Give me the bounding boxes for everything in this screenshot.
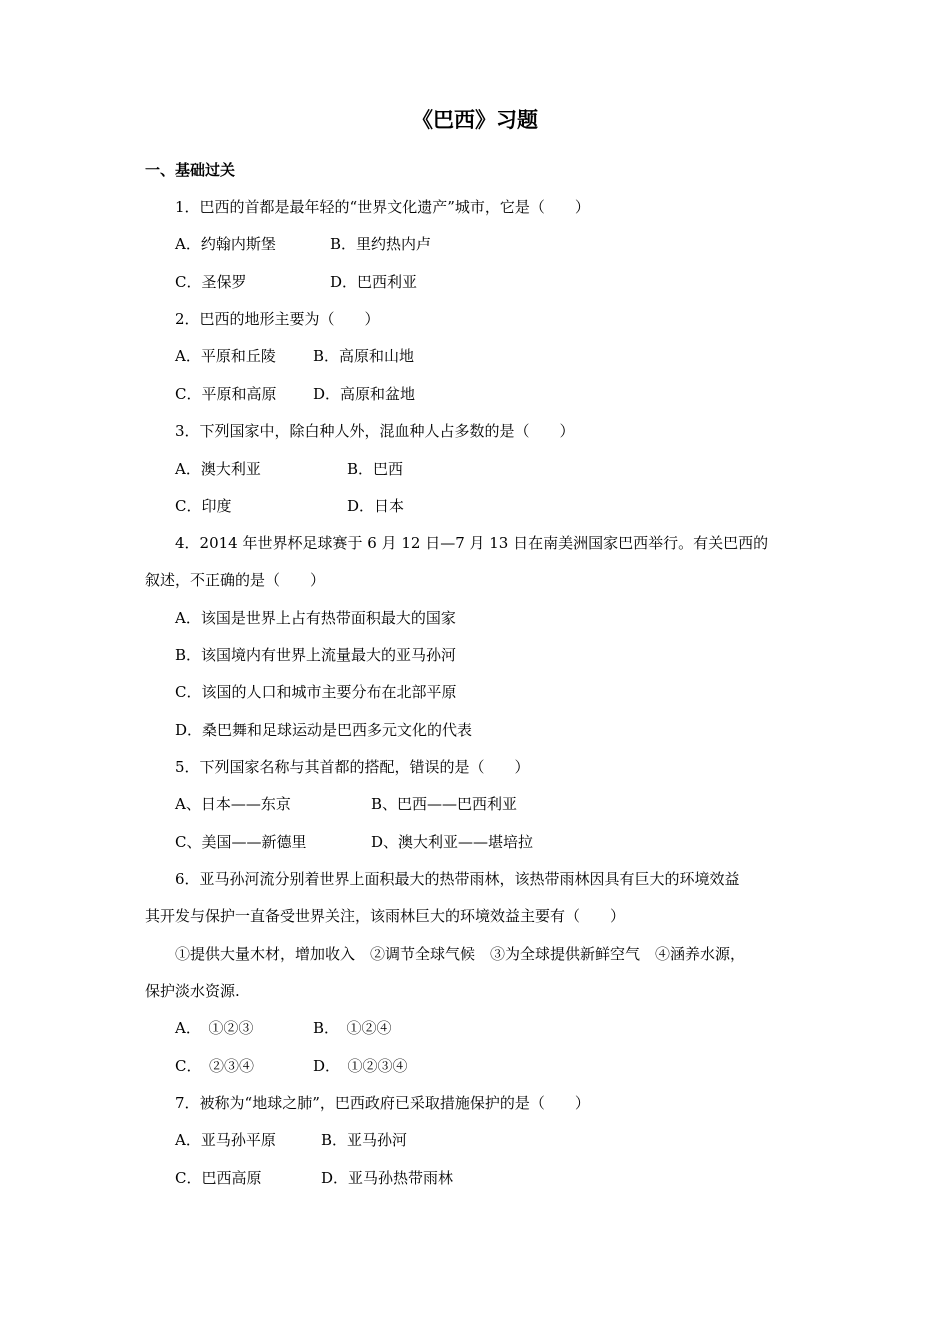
question-3-options-row-2: [175, 495, 845, 517]
question-1-stem: 1．巴西的首都是最年轻的“世界文化遗产”城市，它是（ ）: [175, 198, 590, 216]
question-7-option-c: C．巴西高原: [175, 1169, 262, 1187]
question-5-options-row-1: [175, 793, 845, 815]
question-7-option-d: D．亚马孙热带雨林: [321, 1169, 454, 1187]
question-1-option-a: A．约翰内斯堡: [175, 235, 276, 253]
question-2-option-d: D．高原和盆地: [313, 385, 416, 403]
question-5-options-row-2: [175, 831, 845, 853]
question-5-option-c: C、美国——新德里: [175, 833, 307, 851]
question-6-option-a: A． ①②③: [175, 1019, 254, 1037]
question-7-option-a: A．亚马孙平原: [175, 1131, 276, 1149]
question-2-stem: 2．巴西的地形主要为（ ）: [175, 310, 380, 328]
question-4-stem-line-2: 叙述，不正确的是（ ）: [145, 571, 326, 589]
question-6-option-b: B． ①②④: [313, 1019, 392, 1037]
question-6-options-row-2: [175, 1055, 845, 1077]
question-4-stem-line-1: 4．2014 年世界杯足球赛于 6 月 12 日—7 月 13 日在南美洲国家巴西举行。有关巴西的: [175, 534, 769, 552]
question-4-option-b: B．该国境内有世界上流量最大的亚马孙河: [175, 646, 457, 664]
question-2-option-c: C．平原和高原: [175, 385, 277, 403]
question-6-option-c: C． ②③④: [175, 1057, 254, 1075]
question-3-stem: 3．下列国家中，除白种人外，混血种人占多数的是（ ）: [175, 422, 575, 440]
question-6-items-line-1: ①提供大量木材，增加收入 ②调节全球气候 ③为全球提供新鲜空气 ④涵养水源，: [175, 945, 746, 963]
question-4-option-c: C．该国的人口和城市主要分布在北部平原: [175, 683, 457, 701]
question-3-option-b: B．巴西: [347, 460, 404, 478]
question-3-option-c: C．印度: [175, 497, 232, 515]
question-6-items-line-2: 保护淡水资源.: [145, 982, 240, 1000]
section-heading: 一、基础过关: [145, 161, 236, 179]
question-4-option-a: A．该国是世界上占有热带面积最大的国家: [175, 609, 456, 627]
question-1-option-c: C．圣保罗: [175, 273, 247, 291]
question-7-options-row-1: [175, 1129, 845, 1151]
question-6-options-row-1: [175, 1017, 845, 1039]
question-1-options-row-1: [175, 233, 845, 255]
question-7-option-b: B．亚马孙河: [321, 1131, 408, 1149]
question-6-stem-line-1: 6．亚马孙河流分别着世界上面积最大的热带雨林，该热带雨林因具有巨大的环境效益: [175, 870, 740, 888]
question-5-option-d: D、澳大利亚——堪培拉: [371, 833, 534, 851]
question-3-option-a: A．澳大利亚: [175, 460, 261, 478]
page-title: 《巴西》习题: [412, 108, 538, 132]
question-6-option-d: D． ①②③④: [313, 1057, 408, 1075]
question-3-options-row-1: [175, 458, 845, 480]
question-5-option-b: B、巴西——巴西利亚: [371, 795, 518, 813]
question-1-option-d: D．巴西利亚: [330, 273, 418, 291]
question-5-stem: 5．下列国家名称与其首都的搭配，错误的是（ ）: [175, 758, 530, 776]
question-2-option-b: B．高原和山地: [313, 347, 415, 365]
question-2-option-a: A．平原和丘陵: [175, 347, 276, 365]
question-1-option-b: B．里约热内卢: [330, 235, 432, 253]
question-7-stem: 7．被称为“地球之肺”，巴西政府已采取措施保护的是（ ）: [175, 1094, 590, 1112]
question-1-options-row-2: [175, 271, 845, 293]
question-3-option-d: D．日本: [347, 497, 405, 515]
question-7-options-row-2: [175, 1167, 845, 1189]
question-2-options-row-1: [175, 345, 845, 367]
question-5-option-a: A、日本——东京: [175, 795, 291, 813]
question-2-options-row-2: [175, 383, 845, 405]
question-4-option-d: D．桑巴舞和足球运动是巴西多元文化的代表: [175, 721, 473, 739]
question-6-stem-line-2: 其开发与保护一直备受世界关注，该雨林巨大的环境效益主要有（ ）: [145, 907, 626, 925]
